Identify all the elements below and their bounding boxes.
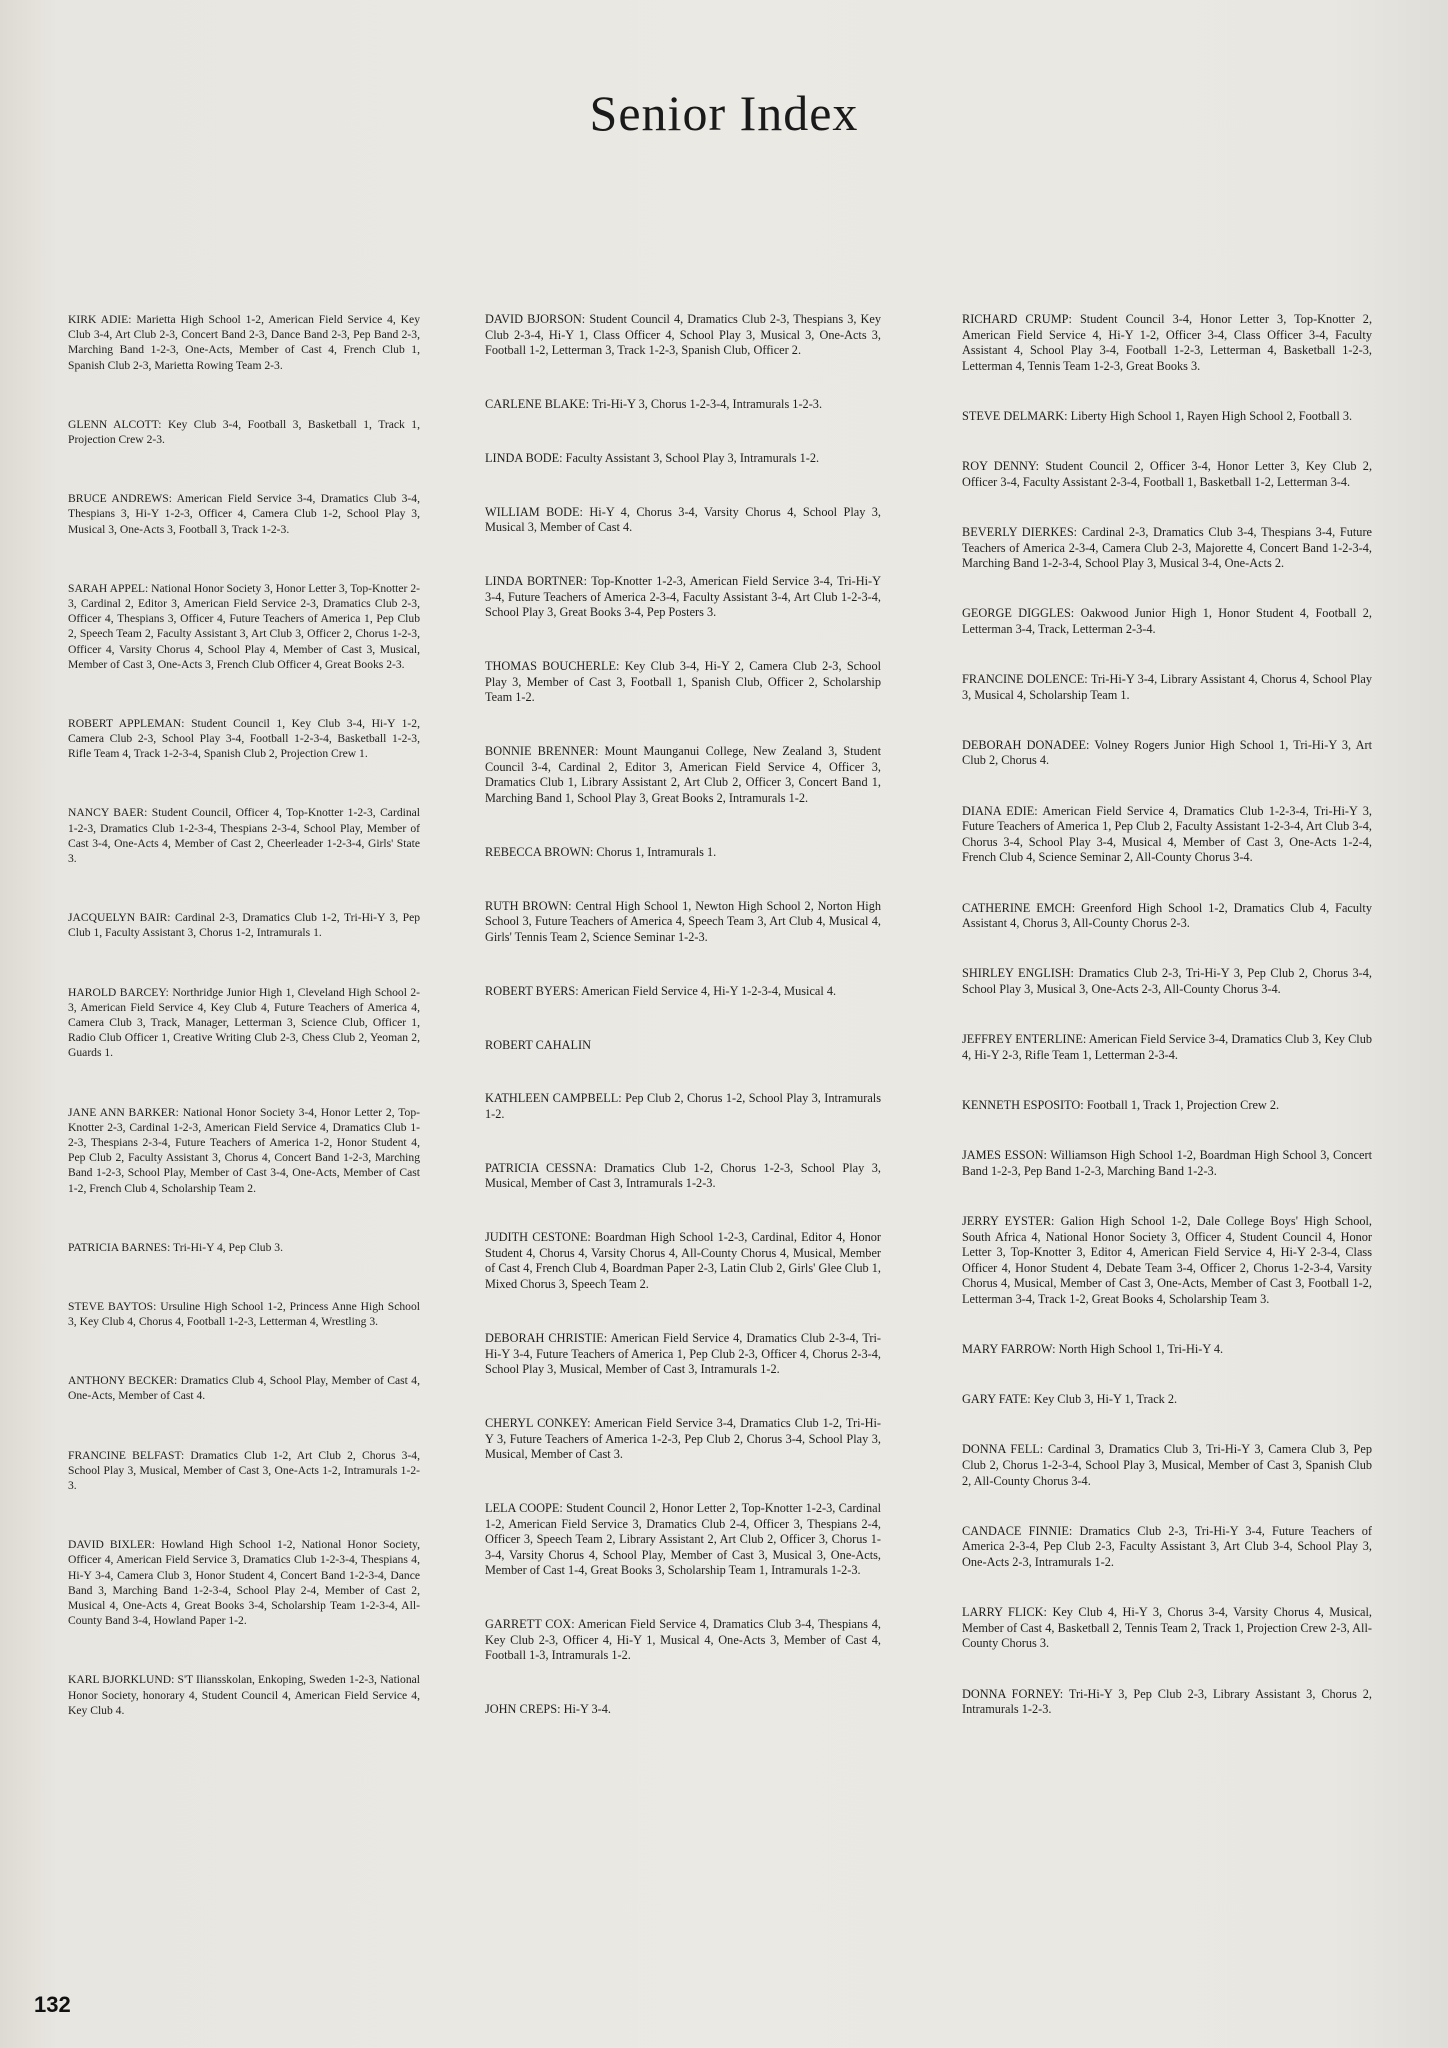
entry-details: American Field Service 3-4, Dramatics Club 1-2, Tri-Hi-Y 3, Future Teachers of America 1-2-3, Pep Club 2, Chorus 3-4, School Play 3, Musical, Member of Cast 3.	[485, 1415, 882, 1462]
entry-details: Central High School 1, Newton High School 2, Norton High School 3, Future Teachers of America 4, Speech Team 3, Art Club 4, Musical 4, Girls' Tennis Team 2, Science Seminar 1-2-3.	[485, 898, 881, 944]
index-entry	[962, 1442, 1372, 1489]
entry-name: DONNA FELL:	[962, 1442, 1044, 1457]
index-entry	[485, 984, 881, 1000]
index-entry	[962, 606, 1372, 637]
entry-name: HAROLD BARCEY:	[68, 985, 169, 999]
entry-details: Faculty Assistant 3, School Play 3, Intramurals 1-2.	[565, 450, 820, 465]
entry-name: CANDACE FINNIE:	[962, 1523, 1073, 1538]
entry-details: Williamson High School 1-2, Boardman High School 3, Concert Band 1-2-3, Pep Band 1-2-3, Marching Band 1-2-3.	[962, 1148, 1372, 1178]
entry-name: JERRY EYSTER:	[962, 1213, 1055, 1228]
index-entry	[485, 312, 881, 359]
index-entry	[962, 1342, 1372, 1358]
entry-name: PATRICIA CESSNA:	[485, 1160, 597, 1175]
entry-details: Student Council 3-4, Honor Letter 3, Top-Knotter 2, American Field Service 4, Hi-Y 1-2, Officer 3-4, Class Officer 3-4, Faculty Assistant 4, School Play 3-4, Football 1-2-3, Letterman 4, Basketball 1-2-3, Letterman 4, Tennis Team 1-2-3, Great Books 3.	[962, 312, 1373, 373]
entry-details: Dramatics Club 1-2, Chorus 1-2-3, School Play 3, Musical, Member of Cast 3, Intramurals 1-2-3.	[485, 1160, 881, 1191]
entry-name: NANCY BAER:	[68, 806, 148, 820]
entry-name: LINDA BORTNER:	[485, 574, 588, 589]
index-entry	[962, 672, 1372, 703]
entry-details: Chorus 1, Intramurals 1.	[596, 844, 717, 859]
entry-details: American Field Service 4, Dramatics Club 3-4, Thespians 4, Key Club 2-3, Officer 4, Hi-Y 1, Musical 4, One-Acts 3, Member of Cast 4, Football 1-3, Intramurals 1-2.	[485, 1617, 881, 1663]
index-entry	[962, 1687, 1372, 1718]
entry-details: Ursuline High School 1-2, Princess Anne High School 3, Key Club 4, Chorus 4, Football 1-2-3, Letterman 4, Wrestling 3.	[68, 1299, 420, 1329]
entry-details: Tri-Hi-Y 4, Pep Club 3.	[173, 1240, 283, 1254]
entry-details: Student Council 2, Honor Letter 2, Top-Knotter 1-2-3, Cardinal 1-2, American Field Service 3, Dramatics Club 2-4, Officer 3, Thespians 2-4, Officer 3, Speech Team 2, Library Assistant 2, Art Club 2, Officer 3, Chorus 1-3-4, Varsity Chorus 4, School Play, Member of Cast 3, Musical 3, One-Acts, Member of Cast 1-4, Great Books 3, Scholarship Team 1, Intramurals 1-2-3.	[485, 1500, 882, 1578]
index-entry	[68, 716, 420, 762]
entry-details: Tri-Hi-Y 3-4, Library Assistant 4, Chorus 4, School Play 3, Musical 4, Scholarship Team 1.	[962, 672, 1373, 702]
entry-details: Howland High School 1-2, National Honor Society, Officer 4, American Field Service 3, Dramatics Club 1-2-3-4, Thespians 4, Hi-Y 3-4, Camera Club 3, Honor Student 4, Concert Band 1-2-3-4, Dance Band 3, Marching Band 1-2-3-4, School Play 2-4, Member of Cast 2, Musical 4, One-Acts 4, Great Books 3-4, Scholarship Team 1-2-3-4, All-County Band 3-4, Howland Paper 1-2.	[68, 1538, 420, 1628]
entry-details: Liberty High School 1, Rayen High School 2, Football 3.	[1070, 408, 1353, 423]
index-entry	[485, 1331, 881, 1378]
entry-details: National Honor Society 3-4, Honor Letter 2, Top-Knotter 2-3, Cardinal 1-2-3, American Field Service 4, Dramatics Club 1-2-3, Thespians 2-3-4, Future Teachers of America 1-2, Honor Student 4, Pep Club 2, Faculty Assistant 3, Chorus 4, Concert Band 1-2-3, Marching Band 1-2-3, School Play, Member of Cast 3-4, One-Acts, Member of Cast 1-2, French Club 4, Scholarship Team 2.	[68, 1105, 420, 1195]
entry-details: Cardinal 2-3, Dramatics Club 3-4, Thespians 3-4, Future Teachers of America 2-3-4, Camera Club 2-3, Majorette 4, Concert Band 1-2-3-4, Marching Band 1-2-3-4, School Play 3, Musical 3-4, One-Acts 2.	[962, 524, 1372, 571]
index-entry	[962, 525, 1372, 572]
index-entry	[485, 397, 881, 413]
entry-name: SARAH APPEL:	[68, 581, 149, 595]
entry-details: Key Club 4, Hi-Y 3, Chorus 3-4, Varsity Chorus 4, Musical, Member of Cast 4, Basketball 2, Tennis Team 2, Track 1, Projection Crew 2-3, All-County Chorus 3.	[962, 1605, 1372, 1651]
index-entry	[962, 804, 1372, 866]
entry-name: DONNA FORNEY:	[962, 1686, 1064, 1701]
entry-details: Mount Maunganui College, New Zealand 3, Student Council 3-4, Cardinal 2, Editor 3, American Field Service 4, Officer 3, Dramatics Club 1, Library Assistant 2, Art Club 2, Officer 3, Concert Band 1, Marching Band 1, School Play 3, Great Books 2, Intramurals 1-2.	[485, 744, 881, 805]
entry-name: MARY FARROW:	[962, 1342, 1056, 1357]
index-column-2	[485, 312, 881, 1718]
index-entry	[68, 1105, 420, 1196]
entry-name: KENNETH ESPOSITO:	[962, 1097, 1084, 1112]
entry-name: GARRETT COX:	[485, 1617, 575, 1632]
index-entry	[68, 805, 420, 866]
index-entry	[68, 1299, 420, 1329]
entry-details: S'T Iliansskolan, Enkoping, Sweden 1-2-3, National Honor Society, honorary 4, Student Council 4, American Field Service 4, Key Club 4.	[68, 1673, 420, 1717]
index-entry	[68, 910, 420, 940]
entry-details: Top-Knotter 1-2-3, American Field Service 3-4, Tri-Hi-Y 3-4, Future Teachers of America 2-3-4, Faculty Assistant 3-4, Art Club 1-2-3-4, School Play 3, Great Books 3-4, Pep Posters 3.	[485, 574, 881, 620]
entry-details: Northridge Junior High 1, Cleveland High School 2-3, American Field Service 4, Key Club 4, Future Teachers of America 4, Camera Club 3, Track, Manager, Letterman 3, Science Club, Officer 1, Radio Club Officer 1, Creative Writing Club 2-3, Chess Club 2, Yeoman 2, Guards 1.	[68, 985, 420, 1060]
entry-name: DAVID BJORSON:	[485, 312, 586, 326]
index-entry	[485, 744, 881, 806]
entry-name: BEVERLY DIERKES:	[962, 524, 1078, 539]
entry-name: JACQUELYN BAIR:	[68, 911, 171, 925]
page-number: 132	[34, 1992, 71, 2017]
index-entry	[485, 1702, 881, 1718]
entry-name: CARLENE BLAKE:	[485, 397, 590, 412]
index-entry	[68, 417, 420, 447]
entry-name: WILLIAM BODE:	[485, 504, 583, 519]
index-entry	[68, 1240, 420, 1255]
entry-name: KATHLEEN CAMPBELL:	[485, 1091, 622, 1106]
index-entry	[485, 1416, 881, 1463]
entry-details: Pep Club 2, Chorus 1-2, School Play 3, Intramurals 1-2.	[485, 1091, 881, 1121]
entry-name: JUDITH CESTONE:	[485, 1230, 591, 1245]
index-entry	[485, 574, 881, 621]
entry-name: KARL BJORKLUND:	[68, 1673, 175, 1687]
entry-name: LELA COOPE:	[485, 1500, 563, 1515]
entry-name: GARY FATE:	[962, 1392, 1031, 1407]
entry-name: LARRY FLICK:	[962, 1605, 1047, 1620]
entry-details: Tri-Hi-Y 3, Pep Club 2-3, Library Assistant 3, Chorus 2, Intramurals 1-2-3.	[962, 1686, 1373, 1717]
entry-name: JOHN CREPS:	[485, 1702, 561, 1717]
entry-details: American Field Service 3-4, Dramatics Club 3-4, Thespians 3, Hi-Y 1-2-3, Officer 4, Camera Club 1-2, School Play 3, Musical 3, One-Acts 3, Football 3, Track 1-2-3.	[68, 492, 420, 536]
index-entry	[485, 1617, 881, 1664]
index-entry	[68, 985, 420, 1061]
entry-name: RICHARD CRUMP:	[962, 312, 1072, 326]
index-entry	[485, 1501, 881, 1579]
entry-name: DAVID BIXLER:	[68, 1538, 155, 1552]
index-entry	[485, 505, 881, 536]
entry-name: GEORGE DIGGLES:	[962, 606, 1075, 621]
entry-name: CATHERINE EMCH:	[962, 900, 1076, 915]
entry-details: Student Council 2, Officer 3-4, Honor Letter 3, Key Club 2, Officer 3-4, Faculty Assistant 2-3-4, Football 1, Basketball 1-2, Letterman 3-4.	[962, 459, 1373, 489]
index-entry	[68, 491, 420, 537]
index-entry	[485, 1091, 881, 1122]
entry-details: American Field Service 4, Hi-Y 1-2-3-4, Musical 4.	[581, 983, 837, 998]
entry-details: Key Club 3-4, Hi-Y 2, Camera Club 2-3, School Play 3, Member of Cast 3, Football 1, Spanish Club, Officer 2, Scholarship Team 1-2.	[485, 659, 882, 705]
index-entry	[68, 1448, 420, 1494]
index-entry	[68, 1373, 420, 1403]
entry-details: Key Club 3, Hi-Y 1, Track 2.	[1033, 1392, 1178, 1407]
index-entry	[485, 899, 881, 946]
entry-name: BRUCE ANDREWS:	[68, 492, 172, 506]
entry-name: PATRICIA BARNES:	[68, 1240, 171, 1254]
entry-name: LINDA BODE:	[485, 450, 563, 465]
entry-name: ANTHONY BECKER:	[68, 1374, 178, 1388]
index-entry	[485, 451, 881, 467]
index-entry	[962, 1098, 1372, 1114]
entry-details: Dramatics Club 2-3, Tri-Hi-Y 3-4, Future Teachers of America 2-3-4, Pep Club 2-3, Faculty Assistant 3, Art Club 3-4, School Play 3, One-Acts 2-3, Intramurals 1-2.	[962, 1523, 1372, 1570]
index-entry	[485, 1230, 881, 1292]
index-entry	[485, 1038, 881, 1054]
entry-details: Volney Rogers Junior High School 1, Tri-Hi-Y 3, Art Club 2, Chorus 4.	[962, 737, 1372, 768]
entry-name: JANE ANN BARKER:	[68, 1105, 179, 1119]
index-entry	[962, 1032, 1372, 1063]
entry-details: Oakwood Junior High 1, Honor Student 4, Football 2, Letterman 3-4, Track, Letterman 2-3-4.	[962, 606, 1372, 636]
entry-name: SHIRLEY ENGLISH:	[962, 966, 1074, 981]
entry-details: American Field Service 4, Dramatics Club 1-2-3-4, Tri-Hi-Y 3, Future Teachers of America 1, Pep Club 2, Faculty Assistant 1-2-3-4, Art Club 3-4, Chorus 3-4, School Play 3-4, Musical 4, Member of Cast 3, One-Acts 1-2-4, French Club 4, Science Seminar 2, All-County Chorus 3-4.	[962, 803, 1372, 865]
entry-details: North High School 1, Tri-Hi-Y 4.	[1058, 1342, 1224, 1357]
index-entry	[962, 966, 1372, 997]
entry-details: Student Council 1, Key Club 3-4, Hi-Y 1-2, Camera Club 2-3, School Play 3-4, Football 1-2-3-4, Basketball 1-2-3, Rifle Team 4, Track 1-2-3-4, Spanish Club 2, Projection Crew 1.	[68, 716, 420, 761]
index-entry	[962, 459, 1372, 490]
entry-name: STEVE BAYTOS:	[68, 1299, 157, 1313]
index-entry	[962, 738, 1372, 769]
entry-details: Dramatics Club 2-3, Tri-Hi-Y 3, Pep Club 2, Chorus 3-4, School Play 3, Musical 3, One-Acts 2-3, All-County Chorus 3-4.	[962, 966, 1372, 996]
entry-details: Boardman High School 1-2-3, Cardinal, Editor 4, Honor Student 4, Chorus 4, Varsity Chorus 4, All-County Chorus 4, Musical, Member of Cast 4, French Club 4, Boardman Paper 2-3, Latin Club 2, Girls' Glee Club 1, Mixed Chorus 3, Speech Team 2.	[485, 1230, 881, 1292]
index-entry	[962, 1392, 1372, 1408]
entry-details: Dramatics Club 1-2, Art Club 2, Chorus 3-4, School Play 3, Musical, Member of Cast 3, One-Acts 1-2, Intramurals 1-2-3.	[68, 1448, 420, 1492]
entry-details: Hi-Y 4, Chorus 3-4, Varsity Chorus 4, School Play 3, Musical 3, Member of Cast 4.	[485, 504, 882, 535]
entry-name: FRANCINE DOLENCE:	[962, 672, 1088, 687]
entry-name: BONNIE BRENNER:	[485, 744, 599, 759]
entry-name: ROBERT BYERS:	[485, 983, 579, 998]
entry-details: Dramatics Club 4, School Play, Member of Cast 4, One-Acts, Member of Cast 4.	[68, 1374, 420, 1403]
index-entry	[68, 581, 420, 672]
entry-details: American Field Service 4, Dramatics Club 2-3-4, Tri-Hi-Y 3-4, Future Teachers of America 1, Pep Club 2-3, Officer 4, Chorus 2-3-4, School Play 3, Musical, Member of Cast 3, Intramurals 1-2.	[485, 1330, 882, 1377]
index-column-1	[68, 312, 420, 1718]
entry-details: Student Council 4, Dramatics Club 2-3, Thespians 3, Key Club 2-3-4, Hi-Y 1, Class Officer 4, School Play 3, Musical 3, One-Acts 3, Football 1-2, Letterman 3, Track 1-2-3, Spanish Club, Officer 2.	[485, 312, 882, 358]
entry-name: THOMAS BOUCHERLE:	[485, 659, 620, 674]
entry-name: CHERYL CONKEY:	[485, 1415, 591, 1430]
index-entry	[485, 1161, 881, 1192]
entry-name: RUTH BROWN:	[485, 898, 572, 913]
index-entry	[962, 1605, 1372, 1652]
entry-details: Hi-Y 3-4.	[563, 1702, 611, 1717]
index-entry	[962, 312, 1372, 374]
entry-name: KIRK ADIE:	[68, 313, 132, 326]
index-entry	[68, 1537, 420, 1628]
entry-details: American Field Service 3-4, Dramatics Club 3, Key Club 4, Hi-Y 2-3, Rifle Team 1, Letterman 2-3-4.	[962, 1032, 1372, 1062]
entry-name: GLENN ALCOTT:	[68, 417, 162, 431]
entry-name: DEBORAH DONADEE:	[962, 737, 1090, 752]
index-entry	[962, 1524, 1372, 1571]
entry-details: Key Club 3-4, Football 3, Basketball 1, Track 1, Projection Crew 2-3.	[68, 417, 420, 446]
index-entry	[962, 1214, 1372, 1308]
entry-name: STEVE DELMARK:	[962, 408, 1068, 423]
entry-name: ROBERT CAHALIN	[485, 1037, 591, 1052]
entry-name: JEFFREY ENTERLINE:	[962, 1032, 1087, 1047]
entry-name: ROBERT APPLEMAN:	[68, 716, 185, 730]
entry-details: Cardinal 3, Dramatics Club 3, Tri-Hi-Y 3, Camera Club 3, Pep Club 2, Chorus 1-2-3-4, School Play 3, Musical, Member of Cast 3, Spanish Club 2, All-County Chorus 3-4.	[962, 1442, 1373, 1488]
index-entry	[68, 1672, 420, 1718]
index-entry	[962, 901, 1372, 932]
entry-details: Greenford High School 1-2, Dramatics Club 4, Faculty Assistant 4, Chorus 3, All-County Chorus 2-3.	[962, 900, 1372, 931]
entry-details: Marietta High School 1-2, American Field Service 4, Key Club 3-4, Art Club 2-3, Concert Band 2-3, Dance Band 2-3, Pep Band 2-3, Marching Band 1-2-3, One-Acts, Member of Cast 4, French Club 1, Spanish Club 2-3, Marietta Rowing Team 2-3.	[68, 313, 420, 372]
entry-name: FRANCINE BELFAST:	[68, 1448, 185, 1462]
index-column-3	[962, 312, 1372, 1718]
entry-details: National Honor Society 3, Honor Letter 3, Top-Knotter 2-3, Cardinal 2, Editor 3, American Field Service 2-3, Dramatics Club 2-3, Officer 4, Thespians 3, Officer 4, Future Teachers of America 1, Pep Club 2, Speech Team 2, Faculty Assistant 3, Art Club 3, Officer 2, Chorus 1-2-3, Officer 4, Varsity Chorus 4, School Play 4, Member of Cast 3, Musical, Member of Cast 3, One-Acts 3, French Club Officer 4, Great Books 2-3.	[68, 581, 420, 671]
entry-details: Football 1, Track 1, Projection Crew 2.	[1086, 1097, 1280, 1112]
entry-name: JAMES ESSON:	[962, 1148, 1047, 1163]
index-entry	[485, 659, 881, 706]
page-title: Senior Index	[589, 85, 859, 141]
index-entry	[68, 312, 420, 373]
entry-name: DEBORAH CHRISTIE:	[485, 1330, 608, 1345]
index-entry	[962, 1148, 1372, 1179]
entry-name: REBECCA BROWN:	[485, 844, 594, 859]
index-entry	[962, 409, 1372, 425]
entry-details: Galion High School 1-2, Dale College Boys' High School, South Africa 4, National Honor Society 3, Officer 4, Student Council 4, Honor Letter 3, Top-Knotter 3, Editor 4, American Field Service 4, Hi-Y 2-3-4, Class Officer 4, Honor Student 4, Debate Team 3-4, Officer 2, Chorus 1-2-3-4, Varsity Chorus 4, Musical, Member of Cast 3, One-Acts, Member of Cast 3, Football 1-2, Letterman 3-4, Track 1-2, Great Books 4, Scholarship Team 3.	[962, 1213, 1372, 1306]
entry-details: Cardinal 2-3, Dramatics Club 1-2, Tri-Hi-Y 3, Pep Club 1, Faculty Assistant 3, Chorus 1-2, Intramurals 1.	[68, 911, 421, 940]
index-entry	[485, 845, 881, 861]
entry-name: ROY DENNY:	[962, 459, 1040, 474]
entry-name: DIANA EDIE:	[962, 803, 1038, 818]
entry-details: Student Council, Officer 4, Top-Knotter 1-2-3, Cardinal 1-2-3, Dramatics Club 1-2-3-4, Thespians 2-3-4, School Play, Member of Cast 3-4, One-Acts 4, Member of Cast 2, Cheerleader 1-2-3-4, Girls' State 3.	[68, 806, 420, 866]
entry-details: Tri-Hi-Y 3, Chorus 1-2-3-4, Intramurals 1-2-3.	[592, 397, 823, 412]
